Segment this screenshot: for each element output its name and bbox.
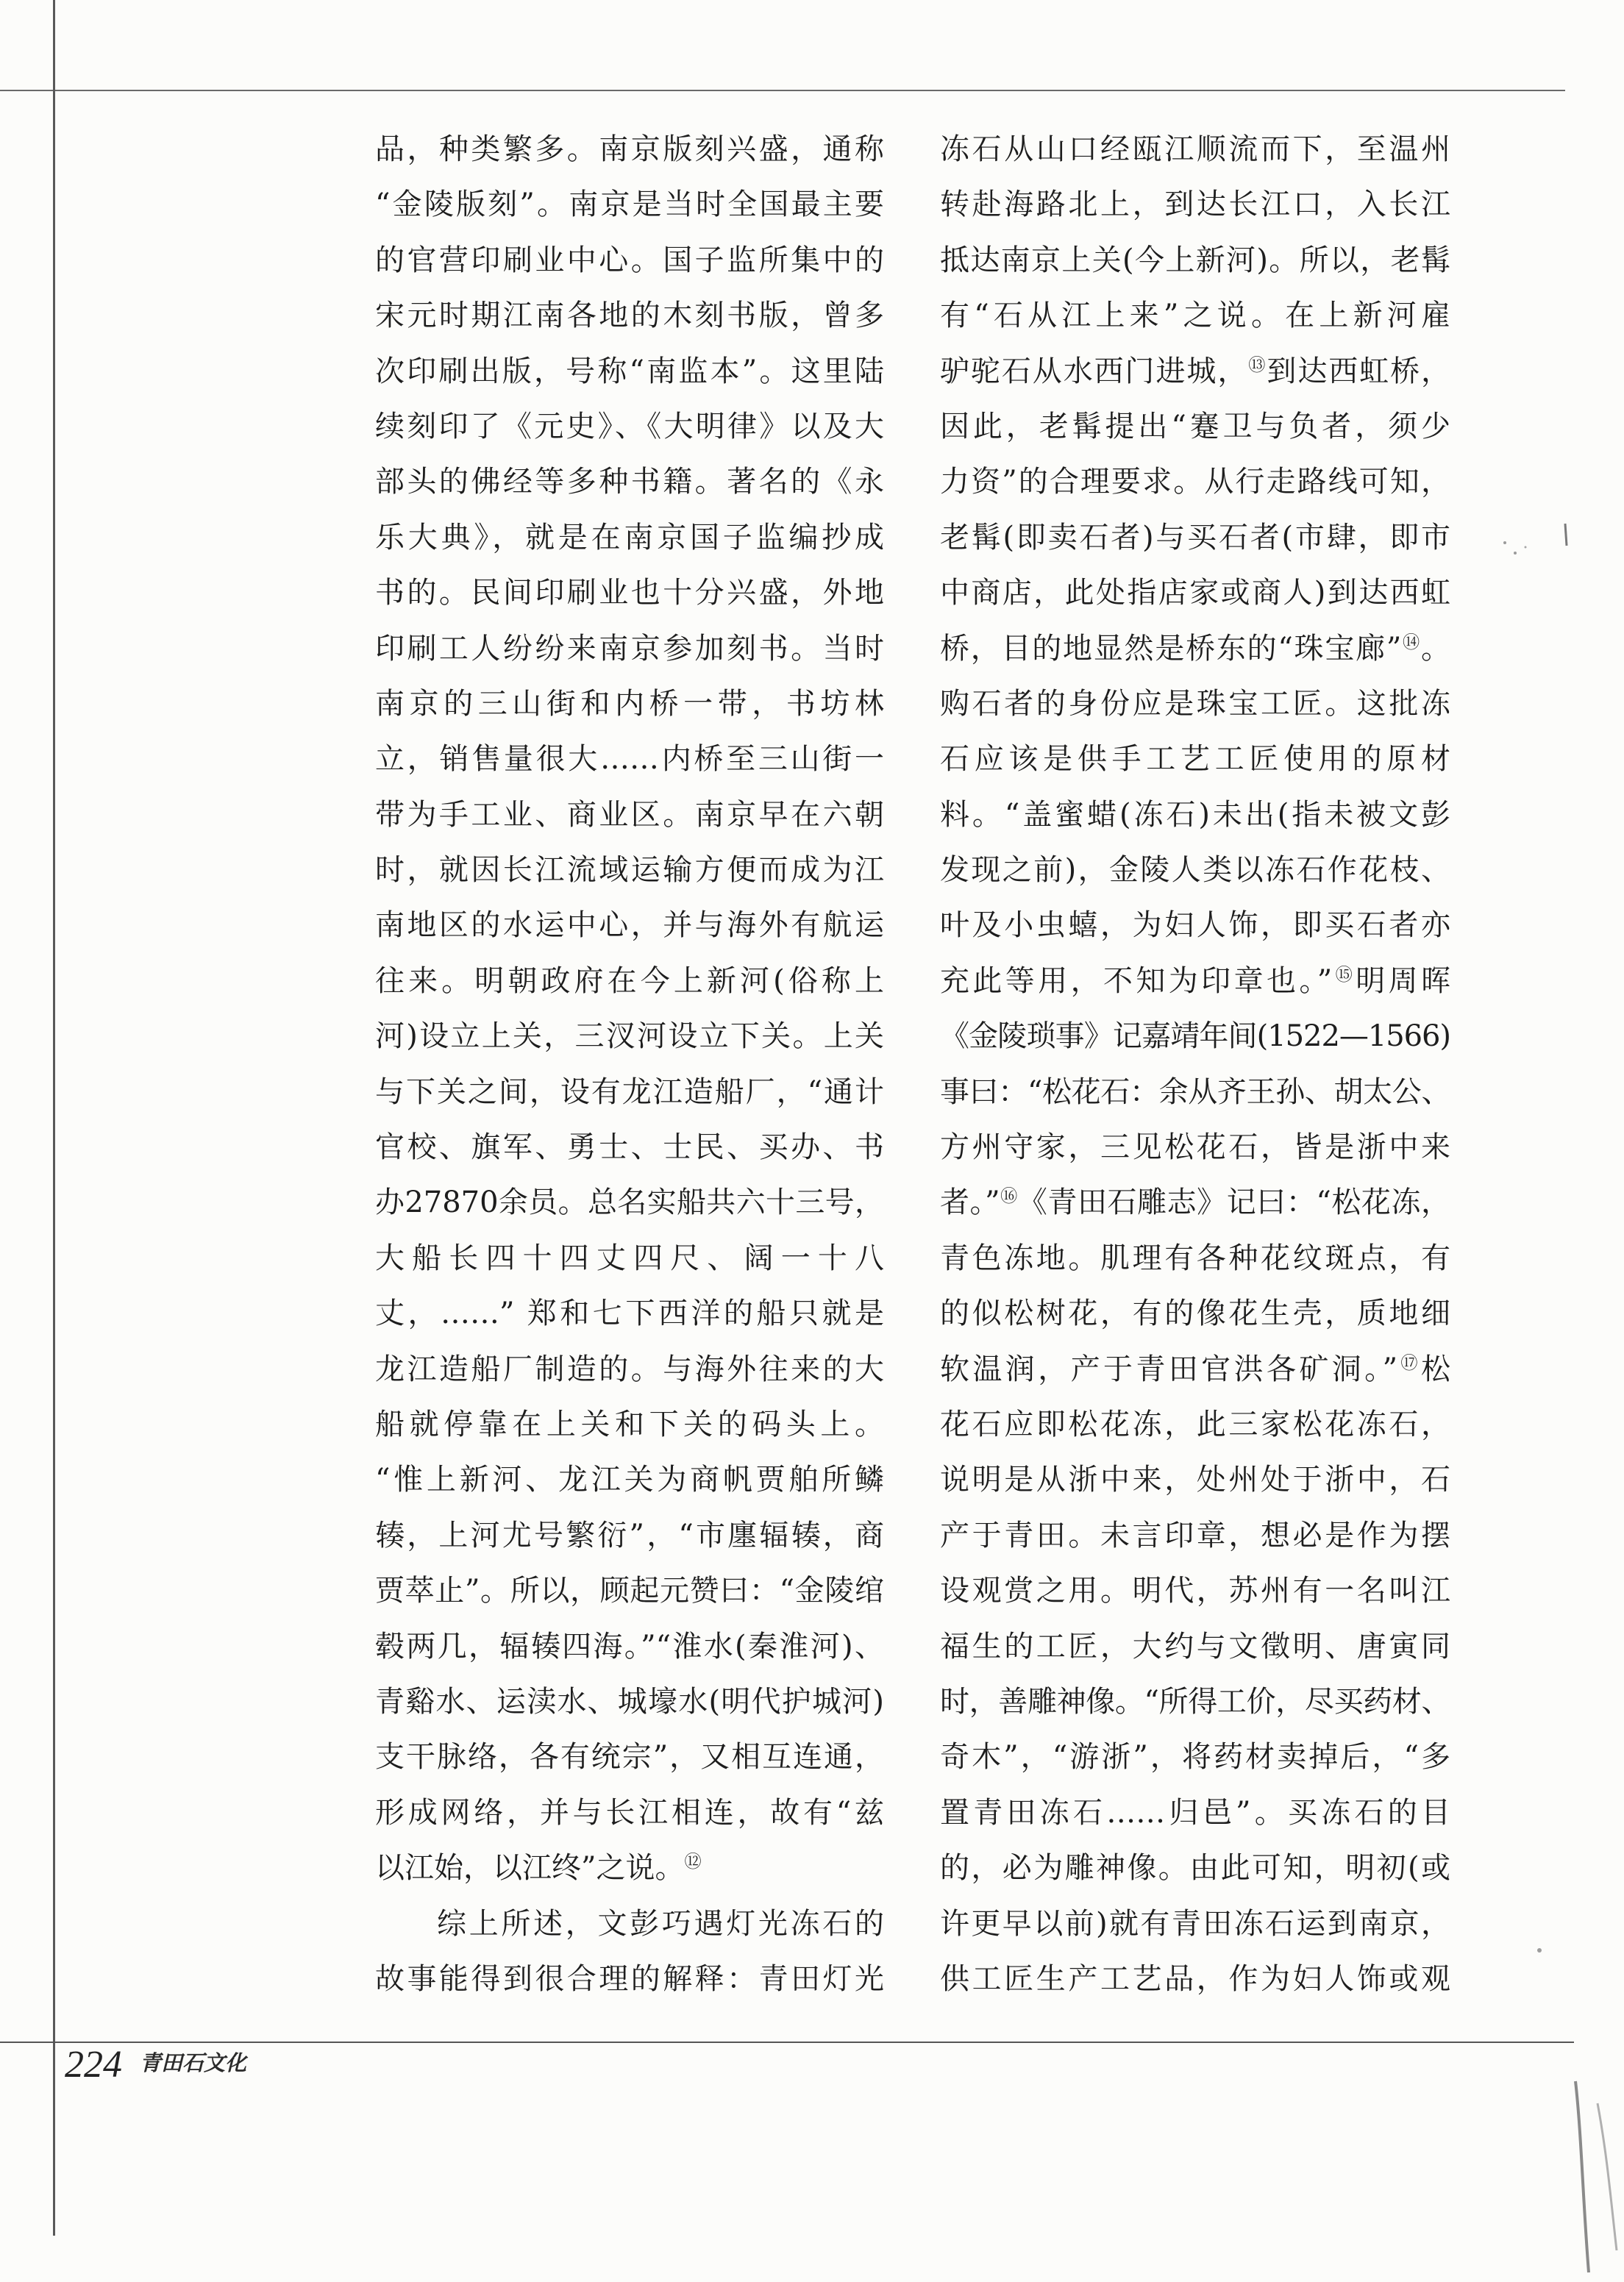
text-line: 设观赏之用。明代，苏州有一名叫江 <box>940 1574 1450 1608</box>
text-line: 置青田冻石……归邑”。买冻石的目 <box>940 1795 1450 1830</box>
text-line: 带为手工业、商业区。南京早在六朝 <box>375 797 884 832</box>
page-number: 224 <box>65 2044 122 2086</box>
footnote-marker: ⑬ <box>1248 354 1267 375</box>
text-line: 石应该是供手工艺工匠使用的原材 <box>940 742 1450 777</box>
text-line: 中商店，此处指店家或商人)到达西虹 <box>940 576 1450 610</box>
text-line: 力资”的合理要求。从行走路线可知， <box>940 465 1450 499</box>
text-line: 毂两几，辐辏四海。”“淮水(秦淮河)、 <box>375 1629 884 1664</box>
text-line: 《金陵琐事》记嘉靖年间(1522—1566) <box>940 1019 1450 1054</box>
scan-smudge <box>1575 2081 1589 2272</box>
text-line: 青谿水、运渎水、城壕水(明代护城河) <box>375 1684 884 1719</box>
text-line: 叶及小虫蟢，为妇人饰，即买石者亦 <box>940 908 1450 943</box>
running-footer-title: 青田石文化 <box>140 2050 247 2075</box>
text-line: 事曰：“松花石：余从齐王孙、胡太公、 <box>940 1074 1450 1109</box>
text-line: 以江始，以江终”之说。⑫ <box>375 1851 702 1886</box>
text-line: 时，就因长江流域运输方便而成为江 <box>375 853 884 888</box>
text-line: 官校、旗军、勇士、士民、买办、书 <box>375 1130 884 1165</box>
text-line: 续刻印了《元史》、《大明律》以及大 <box>375 409 884 443</box>
text-line: 河)设立上关，三汊河设立下关。上关 <box>375 1019 884 1054</box>
text-line: 往来。明朝政府在今上新河(俗称上 <box>375 963 884 998</box>
right-text-column <box>940 122 1450 2007</box>
text-line: 部头的佛经等多种书籍。著名的《永 <box>375 465 884 499</box>
footnote-marker: ⑰ <box>1397 1352 1421 1373</box>
text-line: 青色冻地。肌理有各种花纹斑点，有 <box>940 1241 1450 1275</box>
top-rule <box>0 90 1565 91</box>
text-line: 方州守家，三见松花石，皆是浙中来 <box>940 1130 1450 1165</box>
scan-speck <box>1525 546 1527 549</box>
text-line: 乐大典》，就是在南京国子监编抄成 <box>375 520 884 555</box>
text-line: 许更早以前)就有青田冻石运到南京， <box>940 1906 1450 1941</box>
scan-smudge <box>1598 2103 1617 2250</box>
text-line: 南京的三山街和内桥一带，书坊林 <box>375 686 884 721</box>
text-line: 充此等用，不知为印章也。”⑮明周晖 <box>940 963 1450 998</box>
text-line: 船就停靠在上关和下关的码头上。 <box>375 1407 884 1441</box>
text-line: 桥，目的地显然是桥东的“珠宝廊”⑭。 <box>940 631 1451 666</box>
text-line: 龙江造船厂制造的。与海外往来的大 <box>375 1352 884 1386</box>
scan-speck <box>1503 541 1506 544</box>
scan-speck <box>1537 1948 1542 1953</box>
text-line: 福生的工匠，大约与文徵明、唐寅同 <box>940 1629 1450 1664</box>
text-line: 发现之前)，金陵人类以冻石作花枝、 <box>940 853 1450 888</box>
text-line: 有“石从江上来”之说。在上新河雇 <box>940 299 1450 333</box>
text-line: 丈，……” 郑和七下西洋的船只就是 <box>375 1297 884 1331</box>
text-line: 说明是从浙中来，处州处于浙中，石 <box>940 1463 1450 1497</box>
footnote-marker: ⑮ <box>1332 964 1356 985</box>
footer-rule <box>0 2042 1574 2043</box>
text-line: 冻石从山口经瓯江顺流而下，至温州 <box>940 132 1450 166</box>
text-line: 者。”⑯《青田石雕志》记曰：“松花冻， <box>940 1185 1451 1220</box>
text-line: 印刷工人纷纷来南京参加刻书。当时 <box>375 631 884 666</box>
scan-mark <box>1565 524 1567 546</box>
text-line: 综上所述，文彭巧遇灯光冻石的 <box>437 1906 884 1941</box>
text-line: 支干脉络，各有统宗”，又相互连通， <box>375 1740 884 1775</box>
left-text-column <box>375 122 884 2007</box>
text-line: 老髯(即卖石者)与买石者(市肆，即市 <box>940 520 1450 555</box>
text-line: 的，必为雕神像。由此可知，明初(或 <box>940 1851 1450 1886</box>
text-line: 花石应即松花冻，此三家松花冻石， <box>940 1407 1450 1441</box>
text-line: 形成网络，并与长江相连，故有“兹 <box>375 1795 884 1830</box>
text-line: 宋元时期江南各地的木刻书版，曾多 <box>375 299 884 333</box>
text-line: 驴驼石从水西门进城，⑬到达西虹桥， <box>940 354 1451 388</box>
text-line: 产于青田。未言印章，想必是作为摆 <box>940 1518 1450 1552</box>
text-line: 购石者的身份应是珠宝工匠。这批冻 <box>940 686 1450 721</box>
text-line: 时，善雕神像。“所得工价，尽买药材、 <box>940 1684 1450 1719</box>
text-line: 次印刷出版，号称“南监本”。这里陆 <box>375 354 884 388</box>
scan-speck <box>1514 552 1517 555</box>
text-line: 品，种类繁多。南京版刻兴盛，通称 <box>375 132 884 166</box>
text-line: 辏，上河尤号繁衍”，“市廛辐辏，商 <box>375 1518 884 1552</box>
text-line: 与下关之间，设有龙江造船厂，“通计 <box>375 1074 884 1109</box>
footnote-marker: ⑫ <box>684 1852 702 1872</box>
footnote-marker: ⑭ <box>1401 632 1422 652</box>
text-line: 抵达南京上关(今上新河)。所以，老髯 <box>940 243 1450 277</box>
footnote-marker: ⑯ <box>1000 1186 1018 1207</box>
text-line: 转赴海路北上，到达长江口，入长江 <box>940 188 1450 222</box>
text-line: 书的。民间印刷业也十分兴盛，外地 <box>375 576 884 610</box>
text-line: 贾萃止”。所以，顾起元赞曰：“金陵绾 <box>375 1574 884 1608</box>
text-line: 软温润，产于青田官洪各矿洞。”⑰松 <box>940 1352 1450 1386</box>
text-line: 办27870余员。总名实船共六十三号， <box>375 1185 884 1220</box>
text-line: “金陵版刻”。南京是当时全国最主要 <box>375 188 884 222</box>
text-line: “惟上新河、龙江关为商帆贾舶所鳞 <box>375 1463 884 1497</box>
text-line: 的官营印刷业中心。国子监所集中的 <box>375 243 884 277</box>
text-line: 故事能得到很合理的解释：青田灯光 <box>375 1961 884 1996</box>
text-line: 供工匠生产工艺品，作为妇人饰或观 <box>940 1961 1450 1996</box>
text-line: 立，销售量很大……内桥至三山街一 <box>375 742 884 777</box>
text-line: 的似松树花，有的像花生壳，质地细 <box>940 1297 1450 1331</box>
text-line: 南地区的水运中心，并与海外有航运 <box>375 908 884 943</box>
text-line: 因此，老髯提出“蹇卫与负者，须少 <box>940 409 1450 443</box>
text-line: 大船长四十四丈四尺、阔一十八 <box>375 1241 884 1275</box>
text-line: 奇木”，“游浙”，将药材卖掉后，“多 <box>940 1740 1450 1775</box>
text-line: 料。“盖蜜蜡(冻石)未出(指未被文彭 <box>940 797 1450 832</box>
margin-rule <box>53 0 55 2236</box>
